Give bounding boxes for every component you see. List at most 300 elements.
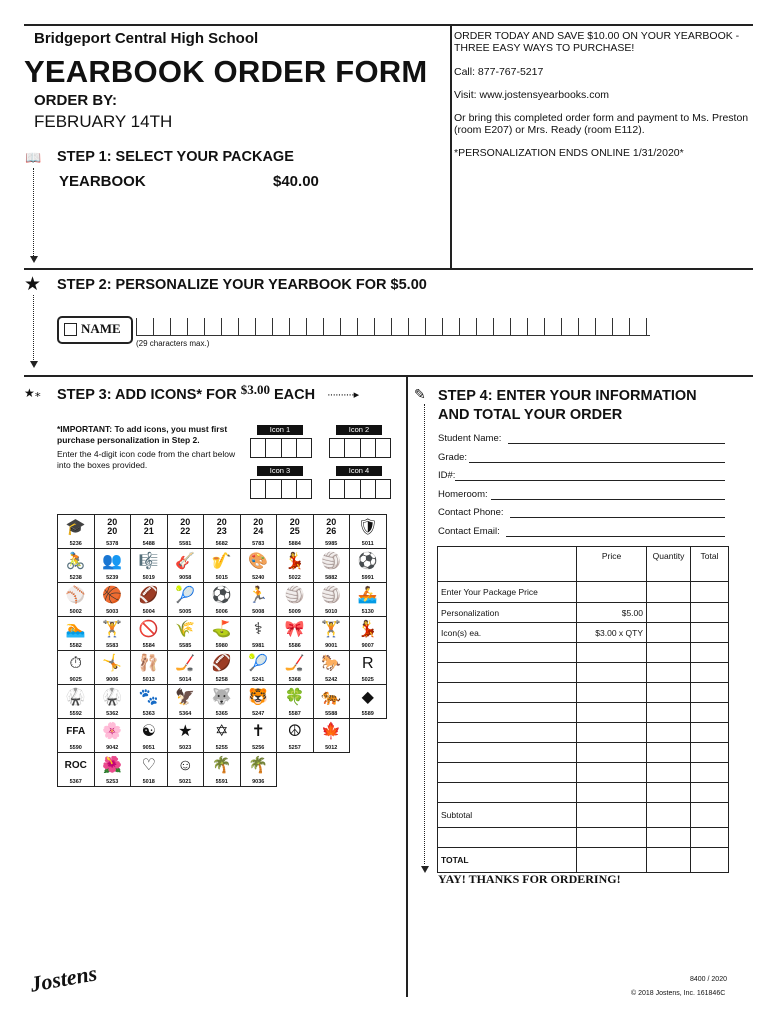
row-cell[interactable]	[691, 743, 729, 763]
row-cell[interactable]	[577, 582, 647, 603]
row-cell[interactable]	[691, 848, 729, 873]
icon-cell	[313, 651, 350, 685]
icon-code: 5013	[142, 677, 155, 683]
package-name: YEARBOOK	[59, 173, 146, 190]
row-cell[interactable]	[647, 723, 691, 743]
row-label	[438, 643, 577, 663]
row-cell[interactable]	[577, 848, 647, 873]
icon-code: 5584	[142, 643, 155, 649]
personalization-ends: *PERSONALIZATION ENDS ONLINE 1/31/2020*	[454, 147, 684, 159]
icon-code: 9058	[179, 575, 192, 581]
table-row	[438, 663, 729, 683]
icon-cell	[240, 685, 277, 719]
icon-cell	[240, 583, 277, 617]
icon-code: 5365	[215, 711, 228, 717]
icon-cell	[94, 583, 131, 617]
icon3-label: Icon 3	[257, 466, 303, 476]
icon-code: 5980	[215, 643, 228, 649]
icon-code: 9025	[69, 677, 82, 683]
row-label: Enter Your Package Price	[438, 582, 577, 603]
icon-code: 5367	[69, 779, 82, 785]
icon-glyph: ✝	[251, 723, 265, 740]
icon-glyph: 🌴	[248, 757, 269, 774]
info-field-label: Contact Phone:	[438, 507, 504, 518]
icon-glyph: 🏐	[321, 587, 342, 604]
icon-cell	[240, 515, 277, 549]
info-field-label: Grade:	[438, 451, 468, 463]
icon-cell	[240, 719, 277, 753]
icon-cell	[204, 685, 241, 719]
icon-cell	[350, 515, 387, 549]
icon1-label: Icon 1	[257, 425, 303, 435]
step4-title-line-1: STEP 4: ENTER YOUR INFORMATION	[438, 388, 697, 404]
icon-code: 5023	[179, 745, 192, 751]
icon-row	[58, 753, 387, 787]
icon-glyph: 🎾	[248, 655, 269, 672]
icon2-input[interactable]	[329, 438, 391, 458]
row-label: TOTAL	[438, 848, 577, 873]
info-field-input[interactable]	[508, 443, 725, 444]
visit-text: Visit: www.jostensyearbooks.com	[454, 89, 610, 101]
icon-code: 5583	[106, 643, 119, 649]
row-cell[interactable]	[577, 763, 647, 783]
empty-cell	[313, 753, 350, 787]
icon-cell	[167, 617, 204, 651]
icon-code: 5014	[179, 677, 192, 683]
name-char-tick	[221, 318, 222, 336]
icon-cell	[277, 617, 314, 651]
icon-code: 5364	[179, 711, 192, 717]
name-char-tick	[255, 318, 256, 336]
checkbox-icon	[64, 323, 77, 336]
row-cell[interactable]	[691, 582, 729, 603]
row-cell[interactable]	[577, 723, 647, 743]
icon-glyph: FFA	[66, 726, 86, 737]
icon-code: 5002	[69, 609, 82, 615]
icon-glyph: 🏒	[175, 655, 196, 672]
icon-code: 5009	[288, 609, 301, 615]
icon-cell	[350, 549, 387, 583]
row-label	[438, 743, 577, 763]
bring-text	[454, 112, 754, 136]
icon-glyph: 🥋	[102, 689, 123, 706]
name-char-tick	[340, 318, 341, 336]
icon-glyph: 🚣	[357, 587, 378, 604]
icon-code: 5884	[288, 541, 301, 547]
important-note	[57, 424, 257, 471]
icon-row	[58, 583, 387, 617]
info-field-label: Homeroom:	[438, 488, 488, 500]
form-code: 8400 / 2020	[690, 976, 727, 983]
icon-code: 5006	[215, 609, 228, 615]
step1-title: STEP 1: SELECT YOUR PACKAGE	[57, 149, 294, 165]
row-cell[interactable]	[691, 703, 729, 723]
row-cell[interactable]	[647, 603, 691, 623]
icon-cell	[240, 549, 277, 583]
icon-glyph: 👥	[102, 553, 123, 570]
icon-glyph: 🍁	[321, 723, 342, 740]
row-cell[interactable]	[577, 783, 647, 803]
empty-cell	[350, 719, 387, 753]
icon-cell	[240, 617, 277, 651]
info-field-input[interactable]	[510, 517, 725, 518]
icon-row	[58, 515, 387, 549]
name-input[interactable]	[136, 318, 650, 336]
icon-code: 5991	[361, 575, 374, 581]
name-label: NAME	[81, 321, 121, 336]
row-cell[interactable]	[577, 828, 647, 848]
icon-glyph: 🚫	[138, 621, 159, 638]
icon-cell	[313, 719, 350, 753]
icon-code: 5590	[69, 745, 82, 751]
icon-code: 5985	[325, 541, 338, 547]
star-icon: ★	[24, 274, 42, 295]
name-char-tick	[408, 318, 409, 336]
name-char-tick	[595, 318, 596, 336]
icon-glyph: 🏋	[321, 621, 342, 638]
info-field-input[interactable]	[491, 499, 725, 500]
icon-code: 5582	[69, 643, 82, 649]
icon-cell	[167, 515, 204, 549]
name-char-tick	[629, 318, 630, 336]
icon-glyph: 🏐	[321, 553, 342, 570]
icon-code: 5581	[179, 541, 192, 547]
package-price: $40.00	[273, 173, 319, 190]
step2-title: STEP 2: PERSONALIZE YOUR YEARBOOK FOR $5.00	[57, 277, 427, 293]
row-cell[interactable]	[647, 848, 691, 873]
icon-glyph: R	[361, 655, 374, 672]
icon-code: 5981	[252, 643, 265, 649]
name-char-tick	[136, 318, 137, 336]
icon-cell	[58, 583, 95, 617]
name-char-tick	[357, 318, 358, 336]
icon-code: 5258	[215, 677, 228, 683]
icon-glyph: ★	[178, 723, 193, 740]
icon-cell	[58, 515, 95, 549]
table-row	[438, 743, 729, 763]
icon-code: 5005	[179, 609, 192, 615]
row-cell[interactable]	[647, 828, 691, 848]
icon-code: 9051	[142, 745, 155, 751]
promo-line-1: ORDER TODAY AND SAVE $10.00 ON YOUR YEARBOOK -	[454, 30, 740, 42]
icon-glyph: 🌺	[102, 757, 123, 774]
name-char-tick	[544, 318, 545, 336]
icon-code: 5025	[361, 677, 374, 683]
name-char-tick	[306, 318, 307, 336]
icon-cell	[131, 617, 168, 651]
table-row	[438, 643, 729, 663]
icon-cell	[313, 549, 350, 583]
row-cell[interactable]	[691, 603, 729, 623]
row-cell[interactable]	[647, 643, 691, 663]
icon-glyph: 🏃	[248, 587, 269, 604]
name-checkbox[interactable]	[57, 316, 133, 344]
icon-code: 9042	[106, 745, 119, 751]
info-field-input[interactable]	[469, 462, 725, 463]
name-char-tick	[238, 318, 239, 336]
promo-line-2: THREE EASY WAYS TO PURCHASE!	[454, 42, 635, 54]
step4-dotted-line	[424, 404, 425, 864]
table-header	[438, 547, 577, 582]
icon-glyph: 🩰	[138, 655, 159, 672]
icon-code: 5022	[288, 575, 301, 581]
icon-cell	[350, 617, 387, 651]
row-label	[438, 828, 577, 848]
name-char-tick	[204, 318, 205, 336]
icon-code: 5362	[106, 711, 119, 717]
table-row	[438, 723, 729, 743]
name-char-tick	[170, 318, 171, 336]
jostens-logo: Jostens	[28, 960, 99, 997]
table-row	[438, 763, 729, 783]
icon-glyph: 🎾	[175, 587, 196, 604]
icon-code: 5589	[361, 711, 374, 717]
icon-row	[58, 549, 387, 583]
icon-glyph: 20 26	[326, 517, 337, 536]
icon-glyph: 20 24	[253, 517, 264, 536]
instruction-line-2: into the boxes provided.	[57, 460, 148, 470]
step1-dotted-line	[33, 168, 34, 256]
icon-code: 5257	[288, 745, 301, 751]
icon-cell	[58, 617, 95, 651]
icon-code: 5592	[69, 711, 82, 717]
icon-cell	[94, 549, 131, 583]
thanks-message: YAY! THANKS FOR ORDERING!	[438, 872, 621, 886]
icon-glyph: 20 22	[180, 517, 191, 536]
icon-cell	[131, 549, 168, 583]
row-cell[interactable]	[647, 803, 691, 828]
table-row	[438, 683, 729, 703]
icon-code: 5239	[106, 575, 119, 581]
row-cell[interactable]	[691, 723, 729, 743]
table-row	[438, 603, 729, 623]
icon-code: 5783	[252, 541, 265, 547]
copyright: © 2018 Jostens, Inc. 161846C	[631, 990, 726, 997]
icon-cell	[204, 753, 241, 787]
row-cell[interactable]	[647, 663, 691, 683]
icon-code: 9006	[106, 677, 119, 683]
row-cell[interactable]: $5.00	[577, 603, 647, 623]
icon-cell	[350, 685, 387, 719]
icon-glyph: 🏐	[284, 587, 305, 604]
form-title: YEARBOOK ORDER FORM	[24, 54, 428, 89]
info-field-label: ID#:	[438, 470, 456, 481]
icon-glyph: ⚽	[211, 587, 232, 604]
row-cell[interactable]	[691, 783, 729, 803]
bring-line-1: Or bring this completed order form and payment to Ms. Preston	[454, 112, 749, 124]
row-cell[interactable]	[647, 683, 691, 703]
icon4-label: Icon 4	[336, 466, 382, 476]
icon-glyph: ☯	[141, 723, 156, 740]
max-chars-note: (29 characters max.)	[136, 339, 210, 348]
row-cell[interactable]	[577, 803, 647, 828]
icon4-input[interactable]	[329, 479, 391, 499]
icon-cell	[277, 515, 314, 549]
icon-code: 5236	[69, 541, 82, 547]
table-row	[438, 703, 729, 723]
icon-code: 5488	[142, 541, 155, 547]
row-label	[438, 703, 577, 723]
name-char-tick	[646, 318, 647, 336]
row-cell[interactable]	[691, 683, 729, 703]
icon-glyph: 🏊	[65, 621, 86, 638]
name-char-tick	[459, 318, 460, 336]
empty-cell	[277, 753, 314, 787]
icon-cell	[277, 685, 314, 719]
icon-glyph: 🏈	[211, 655, 232, 672]
name-char-tick	[272, 318, 273, 336]
icon-cell	[131, 583, 168, 617]
step3-title-a: STEP 3: ADD ICONS* FOR	[57, 387, 237, 403]
icon-cell	[131, 685, 168, 719]
row-cell[interactable]	[577, 643, 647, 663]
icon-code: 5585	[179, 643, 192, 649]
icon-glyph: 🐯	[248, 689, 269, 706]
icon-glyph: ⚾	[65, 587, 86, 604]
icon-glyph: 🎼	[138, 553, 159, 570]
info-field-input[interactable]	[506, 536, 725, 537]
icon-code: 5682	[215, 541, 228, 547]
icon-row	[58, 719, 387, 753]
icon-cell	[167, 685, 204, 719]
row-label: Icon(s) ea.	[438, 623, 577, 643]
icon-code: 5018	[142, 779, 155, 785]
icon-glyph: 🎷	[211, 553, 232, 570]
row-label	[438, 663, 577, 683]
icon1-input[interactable]	[250, 438, 312, 458]
name-char-tick	[510, 318, 511, 336]
icon-glyph: ☮	[287, 723, 302, 740]
row-cell[interactable]	[647, 783, 691, 803]
table-header: Total	[691, 547, 729, 582]
step4-title	[438, 387, 697, 425]
step1-arrow-icon	[30, 256, 38, 263]
order-by-date: FEBRUARY 14TH	[34, 112, 173, 131]
icon-glyph: ⚕	[253, 621, 263, 638]
icon-cell	[58, 549, 95, 583]
icon-cell	[204, 719, 241, 753]
icon-glyph: 🏋	[102, 621, 123, 638]
icon-chart	[57, 514, 387, 787]
icon-glyph: ⛳	[211, 621, 232, 638]
row-cell[interactable]	[691, 623, 729, 643]
row-cell[interactable]	[647, 582, 691, 603]
table-row	[438, 783, 729, 803]
promo-text	[454, 30, 754, 54]
icon-glyph: 🦅	[175, 689, 196, 706]
row-cell[interactable]	[691, 828, 729, 848]
step3-step4-divider	[406, 375, 408, 997]
icon-glyph: 20 21	[143, 517, 154, 536]
name-char-tick	[493, 318, 494, 336]
icon-cell	[313, 515, 350, 549]
icon-cell	[277, 549, 314, 583]
step2-arrow-icon	[30, 361, 38, 368]
icon-glyph: 🐎	[321, 655, 342, 672]
row-cell[interactable]	[577, 743, 647, 763]
row-label	[438, 723, 577, 743]
icon-code: 5004	[142, 609, 155, 615]
row-cell[interactable]	[577, 683, 647, 703]
row-cell[interactable]	[647, 743, 691, 763]
icon-code: 5588	[325, 711, 338, 717]
icon-glyph: 🥋	[65, 689, 86, 706]
icon3-input[interactable]	[250, 479, 312, 499]
row-cell[interactable]	[647, 623, 691, 643]
row-cell[interactable]	[691, 663, 729, 683]
name-char-tick	[578, 318, 579, 336]
icon-cell	[204, 651, 241, 685]
icon-code: 5587	[288, 711, 301, 717]
step2-dotted-line	[33, 295, 34, 360]
icon-glyph: 💃	[357, 621, 378, 638]
name-char-tick	[527, 318, 528, 336]
name-char-tick	[153, 318, 154, 336]
row-cell[interactable]	[691, 763, 729, 783]
icon-cell	[167, 583, 204, 617]
step3-title-price: $3.00	[240, 382, 270, 397]
row-cell[interactable]	[577, 663, 647, 683]
name-char-tick	[289, 318, 290, 336]
icon-glyph: 🛡	[357, 519, 378, 536]
icon-cell	[240, 753, 277, 787]
table-row	[438, 623, 729, 643]
icon-code: 5012	[325, 745, 338, 751]
step3-top-border	[24, 375, 753, 377]
name-char-tick	[391, 318, 392, 336]
icon-code: 5021	[179, 779, 192, 785]
info-field-input[interactable]	[455, 480, 725, 481]
row-label: Subtotal	[438, 803, 577, 828]
table-header-row	[438, 547, 729, 582]
icon-glyph: 🎓	[65, 519, 86, 536]
icon-glyph: ◆	[361, 689, 374, 706]
icon-cell	[58, 719, 95, 753]
row-cell[interactable]	[691, 643, 729, 663]
row-cell[interactable]	[577, 703, 647, 723]
important-line-1: *IMPORTANT: To add icons, you must first	[57, 424, 228, 434]
icon-glyph: 🚴	[65, 553, 86, 570]
icon-cell	[350, 651, 387, 685]
icon-glyph: ROC	[64, 760, 87, 771]
row-cell[interactable]	[691, 803, 729, 828]
icon-code: 9036	[252, 779, 265, 785]
step4-arrow-icon	[421, 866, 429, 873]
name-char-tick	[323, 318, 324, 336]
icon-code: 5255	[215, 745, 228, 751]
row-cell[interactable]: $3.00 x QTY	[577, 623, 647, 643]
name-char-tick	[425, 318, 426, 336]
icon-glyph: 💃	[284, 553, 305, 570]
icon-code: 5882	[325, 575, 338, 581]
icon-code: 5240	[252, 575, 265, 581]
row-cell[interactable]	[647, 703, 691, 723]
icon-cell	[94, 515, 131, 549]
icon-glyph: 🐅	[321, 689, 342, 706]
icon-glyph: ⚽	[357, 553, 378, 570]
row-cell[interactable]	[647, 763, 691, 783]
icon-code: 5008	[252, 609, 265, 615]
icon-cell	[131, 515, 168, 549]
icon-glyph: 20 25	[289, 517, 300, 536]
icon-glyph: 🎨	[248, 553, 269, 570]
table-row	[438, 828, 729, 848]
table-row	[438, 848, 729, 873]
icon-cell	[131, 651, 168, 685]
icon-code: 5247	[252, 711, 265, 717]
icon-code: 5241	[252, 677, 265, 683]
icon-glyph: 🏀	[102, 587, 123, 604]
